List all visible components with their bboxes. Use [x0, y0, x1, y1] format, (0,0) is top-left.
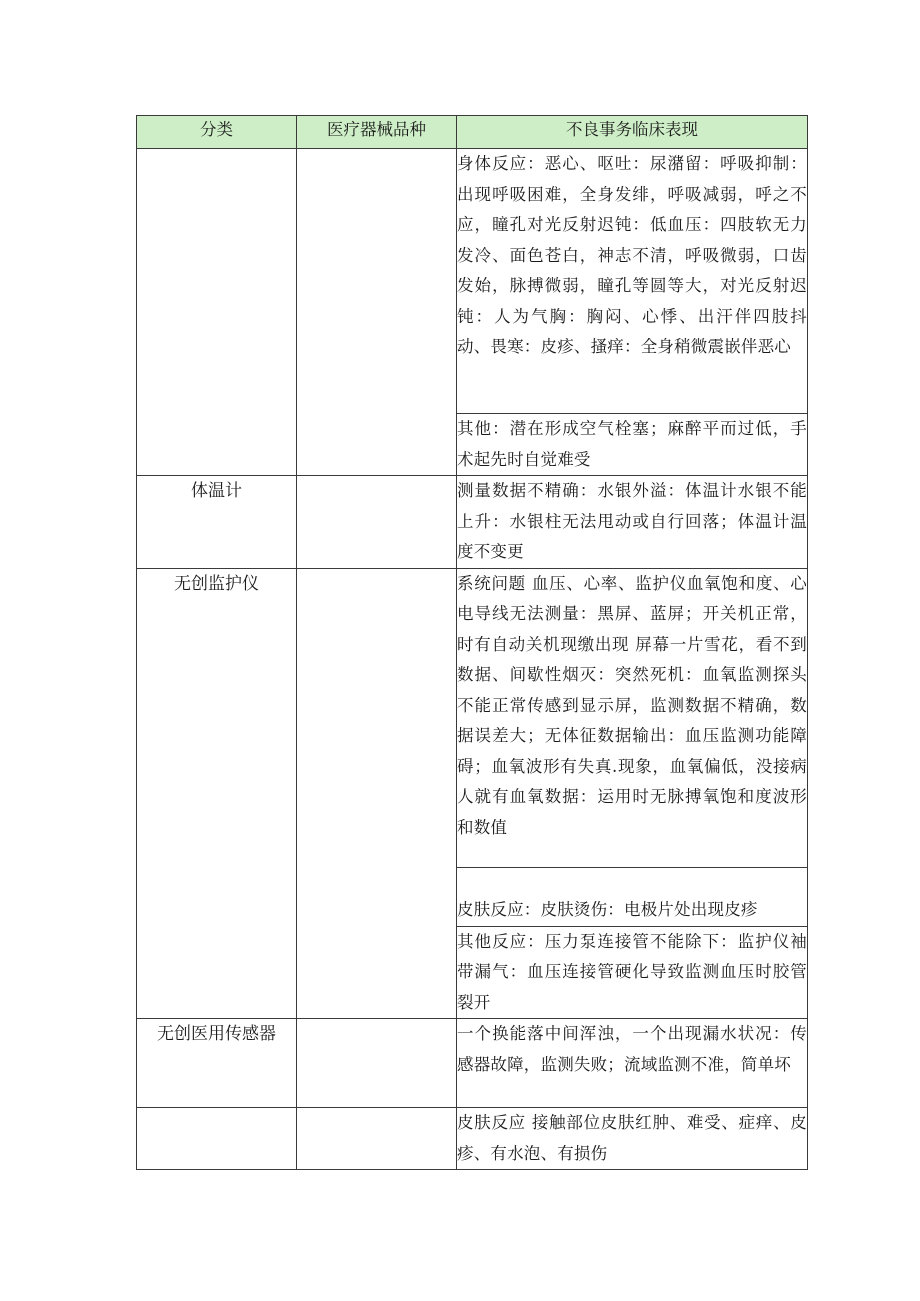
header-clinical-manifestation: 不良事务临床表现	[457, 116, 808, 149]
adverse-event-table	[136, 115, 808, 1170]
category-cell: 无创监护仪	[137, 568, 297, 1019]
description-cell: 皮肤反应 接触部位皮肤红肿、难受、症痒、皮疹、有水泡、有损伤	[457, 1108, 808, 1170]
category-cell: 无创医用传感器	[137, 1019, 297, 1108]
description-cell: 系统问题 血压、心率、监护仪血氧饱和度、心电导线无法测量：黑屏、蓝屏；开关机正常，时有自动关机现缴出现 屏幕一片雪花，看不到数据、间歇性烟灭：突然死机：血氧监测探头不能正常传感到显示屏，监测数据不精确，数据误差大；无体征数据输出：血压监测功能障碍；血氧波形有失真.现象，血氧偏低，没接病人就有血氧数据：运用时无脉搏氧饱和度波形和数值	[457, 568, 808, 867]
header-category: 分类	[137, 116, 297, 149]
device-cell	[297, 568, 457, 1019]
table-row	[137, 1108, 808, 1170]
description-cell: 其他反应：压力泵连接管不能除下：监护仪袖带漏气：血压连接管硬化导致监测血压时胶管裂开	[457, 926, 808, 1019]
category-cell: 体温计	[137, 476, 297, 569]
description-cell: 身体反应：恶心、呕吐：尿潴留：呼吸抑制：出现呼吸困难，全身发绯，呼吸减弱，呼之不应，瞳孔对光反射迟钝：低血压：四肢软无力发冷、面色苍白，神志不清，呼吸微弱，口齿发始，脉搏微弱，瞳孔等圆等大，对光反射迟钝：人为气胸：胸闷、心悸、出汗伴四肢抖动、畏寒：皮疹、搔痒：全身稍微震嵌伴恶心	[457, 149, 808, 414]
description-cell: 一个换能落中间浑浊，一个出现漏水状况：传感器故障，监测失败；流域监测不准，简单坏	[457, 1019, 808, 1108]
device-cell	[297, 1108, 457, 1170]
description-cell: 皮肤反应：皮肤烫伤：电极片处出现皮疹	[457, 867, 808, 926]
category-cell	[137, 149, 297, 476]
table-row	[137, 149, 808, 414]
category-cell	[137, 1108, 297, 1170]
device-cell	[297, 149, 457, 476]
table-header-row	[137, 116, 808, 149]
description-cell: 其他：潜在形成空气栓塞；麻醉平而过低，手术起先时自觉难受	[457, 414, 808, 476]
device-cell	[297, 1019, 457, 1108]
header-device: 医疗器械品种	[297, 116, 457, 149]
description-cell: 测量数据不精确：水银外溢：体温计水银不能上升：水银柱无法甩动或自行回落；体温计温度不变更	[457, 476, 808, 569]
table-row	[137, 568, 808, 867]
table-row	[137, 1019, 808, 1108]
table-row	[137, 476, 808, 569]
device-cell	[297, 476, 457, 569]
